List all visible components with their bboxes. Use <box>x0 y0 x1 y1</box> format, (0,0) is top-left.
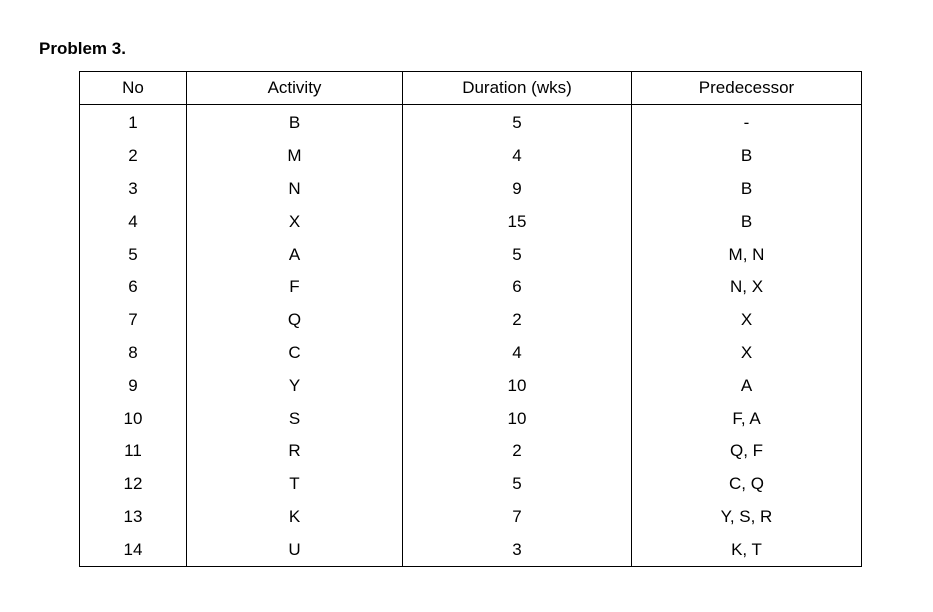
cell-predecessor: - <box>632 105 862 140</box>
cell-duration: 9 <box>403 173 632 206</box>
cell-predecessor: B <box>632 173 862 206</box>
cell-no: 6 <box>80 271 187 304</box>
cell-predecessor: A <box>632 369 862 402</box>
table-body <box>80 105 862 567</box>
cell-predecessor: X <box>632 337 862 370</box>
cell-duration: 5 <box>403 238 632 271</box>
cell-predecessor: Y, S, R <box>632 501 862 534</box>
cell-no: 8 <box>80 337 187 370</box>
cell-no: 11 <box>80 435 187 468</box>
cell-predecessor: X <box>632 304 862 337</box>
column-header-activity: Activity <box>187 72 403 105</box>
cell-activity: B <box>187 105 403 140</box>
cell-no: 12 <box>80 468 187 501</box>
cell-no: 3 <box>80 173 187 206</box>
cell-predecessor: C, Q <box>632 468 862 501</box>
table-header-row <box>80 72 862 105</box>
cell-no: 14 <box>80 533 187 566</box>
cell-duration: 6 <box>403 271 632 304</box>
cell-no: 7 <box>80 304 187 337</box>
cell-activity: X <box>187 205 403 238</box>
cell-duration: 2 <box>403 304 632 337</box>
cell-activity: Q <box>187 304 403 337</box>
table-row <box>80 173 862 206</box>
cell-duration: 3 <box>403 533 632 566</box>
cell-activity: A <box>187 238 403 271</box>
cell-activity: N <box>187 173 403 206</box>
cell-duration: 4 <box>403 337 632 370</box>
table-row <box>80 140 862 173</box>
column-header-no: No <box>80 72 187 105</box>
table-row <box>80 238 862 271</box>
table-row <box>80 337 862 370</box>
problem-title: Problem 3. <box>39 39 126 58</box>
table-row <box>80 271 862 304</box>
cell-activity: M <box>187 140 403 173</box>
cell-activity: C <box>187 337 403 370</box>
cell-predecessor: B <box>632 140 862 173</box>
cell-activity: S <box>187 402 403 435</box>
cell-activity: Y <box>187 369 403 402</box>
cell-no: 4 <box>80 205 187 238</box>
cell-no: 5 <box>80 238 187 271</box>
cell-predecessor: M, N <box>632 238 862 271</box>
cell-duration: 15 <box>403 205 632 238</box>
table-row <box>80 105 862 140</box>
cell-activity: T <box>187 468 403 501</box>
cell-predecessor: Q, F <box>632 435 862 468</box>
table-row <box>80 468 862 501</box>
table-row <box>80 304 862 337</box>
cell-duration: 10 <box>403 402 632 435</box>
table-row <box>80 435 862 468</box>
cell-predecessor: F, A <box>632 402 862 435</box>
table-row <box>80 533 862 566</box>
table-row <box>80 501 862 534</box>
cell-no: 13 <box>80 501 187 534</box>
column-header-predecessor: Predecessor <box>632 72 862 105</box>
table-row <box>80 369 862 402</box>
cell-predecessor: N, X <box>632 271 862 304</box>
cell-duration: 5 <box>403 468 632 501</box>
cell-predecessor: K, T <box>632 533 862 566</box>
cell-no: 2 <box>80 140 187 173</box>
cell-no: 10 <box>80 402 187 435</box>
cell-no: 9 <box>80 369 187 402</box>
table-row <box>80 205 862 238</box>
cell-predecessor: B <box>632 205 862 238</box>
cell-no: 1 <box>80 105 187 140</box>
cell-duration: 7 <box>403 501 632 534</box>
cell-activity: K <box>187 501 403 534</box>
activity-table <box>79 71 862 567</box>
cell-duration: 10 <box>403 369 632 402</box>
cell-duration: 4 <box>403 140 632 173</box>
table-row <box>80 402 862 435</box>
cell-duration: 5 <box>403 105 632 140</box>
cell-activity: U <box>187 533 403 566</box>
cell-duration: 2 <box>403 435 632 468</box>
column-header-duration: Duration (wks) <box>403 72 632 105</box>
cell-activity: R <box>187 435 403 468</box>
cell-activity: F <box>187 271 403 304</box>
